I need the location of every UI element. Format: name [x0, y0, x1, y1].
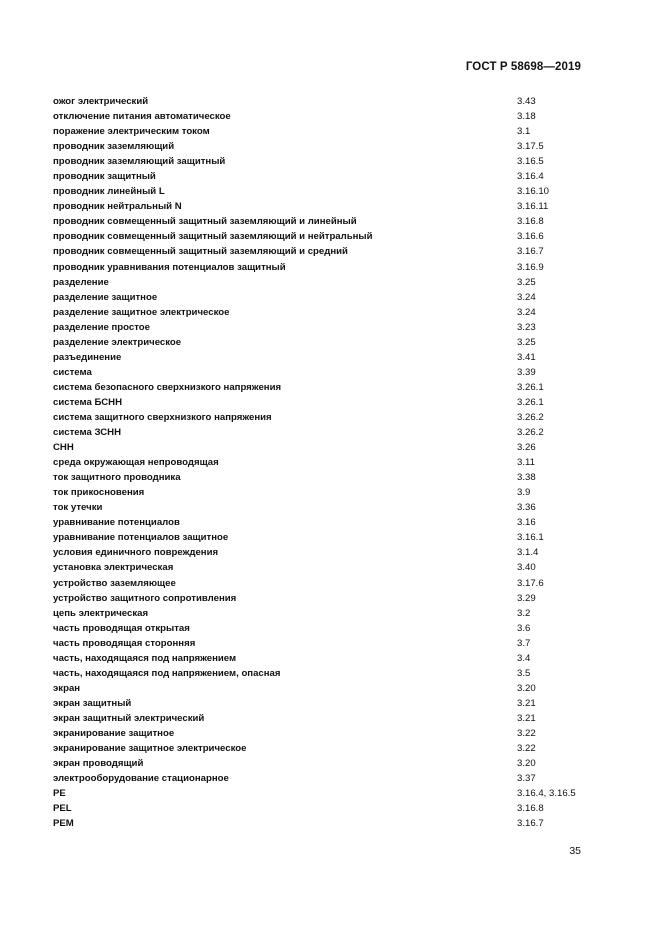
- index-term: проводник совмещенный защитный заземляющий и нейтральный: [53, 231, 373, 243]
- index-reference: 3.40: [517, 562, 536, 574]
- index-reference: 3.29: [517, 592, 536, 604]
- index-row: [53, 320, 593, 335]
- index-reference: 3.20: [517, 682, 536, 694]
- index-term: отключение питания автоматическое: [53, 111, 231, 123]
- index-term: проводник заземляющий: [53, 141, 175, 153]
- index-reference: 3.16.8: [517, 803, 544, 815]
- index-term: проводник уравнивания потенциалов защитный: [53, 261, 286, 273]
- index-reference: 3.18: [517, 111, 536, 123]
- index-reference: 3.16.4: [517, 171, 544, 183]
- index-row: [53, 229, 593, 244]
- index-term: PEL: [53, 803, 72, 815]
- index-row: [53, 169, 593, 184]
- index-reference: 3.4: [517, 652, 531, 664]
- index-term: уравнивание потенциалов защитное: [53, 532, 229, 544]
- index-term: ток прикосновения: [53, 487, 145, 499]
- index-term: электрооборудование стационарное: [53, 773, 229, 785]
- index-term: система защитного сверхнизкого напряжения: [53, 411, 272, 423]
- index-term: проводник совмещенный защитный заземляющий и линейный: [53, 216, 357, 228]
- index-row: [53, 816, 593, 831]
- index-reference: 3.21: [517, 697, 536, 709]
- index-term: разделение защитное электрическое: [53, 306, 230, 318]
- index-row: [53, 305, 593, 320]
- index-term: система безопасного сверхнизкого напряжения: [53, 381, 282, 393]
- index-reference: 3.36: [517, 502, 536, 514]
- index-reference: 3.26.2: [517, 427, 544, 439]
- index-term: система: [53, 366, 92, 378]
- index-reference: 3.38: [517, 472, 536, 484]
- document-code-header: ГОСТ Р 58698—2019: [465, 61, 581, 73]
- index-term: экран защитный электрический: [53, 712, 205, 724]
- index-term: цепь электрическая: [53, 607, 149, 619]
- index-term: разделение электрическое: [53, 336, 182, 348]
- index-term: система БСНН: [53, 396, 123, 408]
- index-term: разделение простое: [53, 321, 150, 333]
- index-reference: 3.25: [517, 276, 536, 288]
- index-row: [53, 365, 593, 380]
- index-reference: 3.26.1: [517, 381, 544, 393]
- index-term: ток защитного проводника: [53, 472, 181, 484]
- index-row: [53, 651, 593, 666]
- index-row: [53, 260, 593, 275]
- index-term: часть, находящаяся под напряжением: [53, 652, 237, 664]
- index-reference: 3.6: [517, 622, 531, 634]
- index-row: [53, 711, 593, 726]
- index-row: [53, 576, 593, 591]
- index-term: разделение: [53, 276, 109, 288]
- index-row: [53, 621, 593, 636]
- index-row: [53, 124, 593, 139]
- index-reference: 3.16.4, 3.16.5: [517, 788, 576, 800]
- index-term: проводник совмещенный защитный заземляющий и средний: [53, 246, 348, 258]
- index-reference: 3.5: [517, 667, 531, 679]
- index-term: ожог электрический: [53, 96, 149, 107]
- index-term: установка электрическая: [53, 562, 174, 574]
- index-reference: 3.24: [517, 306, 536, 318]
- index-reference: 3.16.1: [517, 532, 544, 544]
- index-reference: 3.16.7: [517, 818, 544, 830]
- index-reference: 3.16.8: [517, 216, 544, 228]
- index-reference: 3.43: [517, 96, 536, 107]
- index-term: устройство защитного сопротивления: [53, 592, 237, 604]
- index-row: [53, 440, 593, 455]
- index-reference: 3.16.6: [517, 231, 544, 243]
- index-row: [53, 395, 593, 410]
- index-reference: 3.16.7: [517, 246, 544, 258]
- index-term: система ЗСНН: [53, 427, 122, 439]
- index-term: экран проводящий: [53, 758, 144, 770]
- index-row: [53, 696, 593, 711]
- index-reference: 3.9: [517, 487, 531, 499]
- index-row: [53, 666, 593, 681]
- index-reference: 3.22: [517, 727, 536, 739]
- index-row: [53, 275, 593, 290]
- index-reference: 3.16.10: [517, 186, 550, 198]
- index-reference: 3.23: [517, 321, 536, 333]
- index-row: [53, 741, 593, 756]
- index-reference: 3.1.4: [517, 547, 539, 559]
- index-row: [53, 786, 593, 801]
- index-reference: 3.16.11: [517, 201, 549, 213]
- index-term: проводник защитный: [53, 171, 156, 183]
- index-row: [53, 214, 593, 229]
- index-reference: 3.22: [517, 743, 536, 755]
- index-row: [53, 726, 593, 741]
- index-row: [53, 485, 593, 500]
- index-reference: 3.16: [517, 517, 536, 529]
- index-reference: 3.24: [517, 291, 536, 303]
- index-row: [53, 636, 593, 651]
- index-row: [53, 184, 593, 199]
- index-term: СНН: [53, 442, 74, 454]
- index-row: [53, 591, 593, 606]
- index-reference: 3.16.5: [517, 156, 544, 168]
- index-row: [53, 94, 593, 109]
- index-reference: 3.17.5: [517, 141, 544, 153]
- index-term: уравнивание потенциалов: [53, 517, 180, 529]
- index-row: [53, 455, 593, 470]
- index-term: часть, находящаяся под напряжением, опасная: [53, 667, 281, 679]
- index-reference: 3.37: [517, 773, 536, 785]
- index-term: экран защитный: [53, 697, 132, 709]
- index-row: [53, 681, 593, 696]
- index-term: экранирование защитное электрическое: [53, 743, 247, 755]
- index-term: условия единичного повреждения: [53, 547, 219, 559]
- page-number: 35: [569, 845, 581, 857]
- index-row: [53, 109, 593, 124]
- index-row: [53, 756, 593, 771]
- index-row: [53, 771, 593, 786]
- index-row: [53, 335, 593, 350]
- index-reference: 3.21: [517, 712, 536, 724]
- index-reference: 3.41: [517, 351, 536, 363]
- index-row: [53, 545, 593, 560]
- index-term: среда окружающая непроводящая: [53, 457, 219, 469]
- index-row: [53, 560, 593, 575]
- index-term: экран: [53, 682, 81, 694]
- index-term: поражение электрическим током: [53, 126, 210, 138]
- index-term: ток утечки: [53, 502, 103, 514]
- index-reference: 3.26: [517, 442, 536, 454]
- index-term: проводник заземляющий защитный: [53, 156, 226, 168]
- index-row: [53, 801, 593, 816]
- index-term: разделение защитное: [53, 291, 158, 303]
- index-reference: 3.11: [517, 457, 535, 469]
- index-reference: 3.2: [517, 607, 531, 619]
- index-reference: 3.39: [517, 366, 536, 378]
- index-reference: 3.1: [517, 126, 531, 138]
- index-term: устройство заземляющее: [53, 577, 176, 589]
- index-reference: 3.26.2: [517, 411, 544, 423]
- index-row: [53, 410, 593, 425]
- index-term: PEM: [53, 818, 74, 830]
- index-reference: 3.25: [517, 336, 536, 348]
- index-row: [53, 380, 593, 395]
- index-term: часть проводящая открытая: [53, 622, 190, 634]
- index-reference: 3.7: [517, 637, 531, 649]
- index-row: [53, 500, 593, 515]
- index-reference: 3.17.6: [517, 577, 544, 589]
- index-row: [53, 606, 593, 621]
- index-row: [53, 244, 593, 259]
- index-row: [53, 139, 593, 154]
- index-row: [53, 154, 593, 169]
- index-row: [53, 425, 593, 440]
- index-row: [53, 515, 593, 530]
- index-term: PE: [53, 788, 66, 800]
- index-row: [53, 350, 593, 365]
- index-term: проводник нейтральный N: [53, 201, 182, 213]
- index-term: экранирование защитное: [53, 727, 175, 739]
- index-term: часть проводящая сторонняя: [53, 637, 196, 649]
- index-row: [53, 470, 593, 485]
- index-reference: 3.20: [517, 758, 536, 770]
- term-index-list: [53, 94, 593, 831]
- index-term: проводник линейный L: [53, 186, 165, 198]
- index-reference: 3.26.1: [517, 396, 544, 408]
- index-row: [53, 530, 593, 545]
- index-reference: 3.16.9: [517, 261, 544, 273]
- index-row: [53, 290, 593, 305]
- index-term: разъединение: [53, 351, 122, 363]
- index-row: [53, 199, 593, 214]
